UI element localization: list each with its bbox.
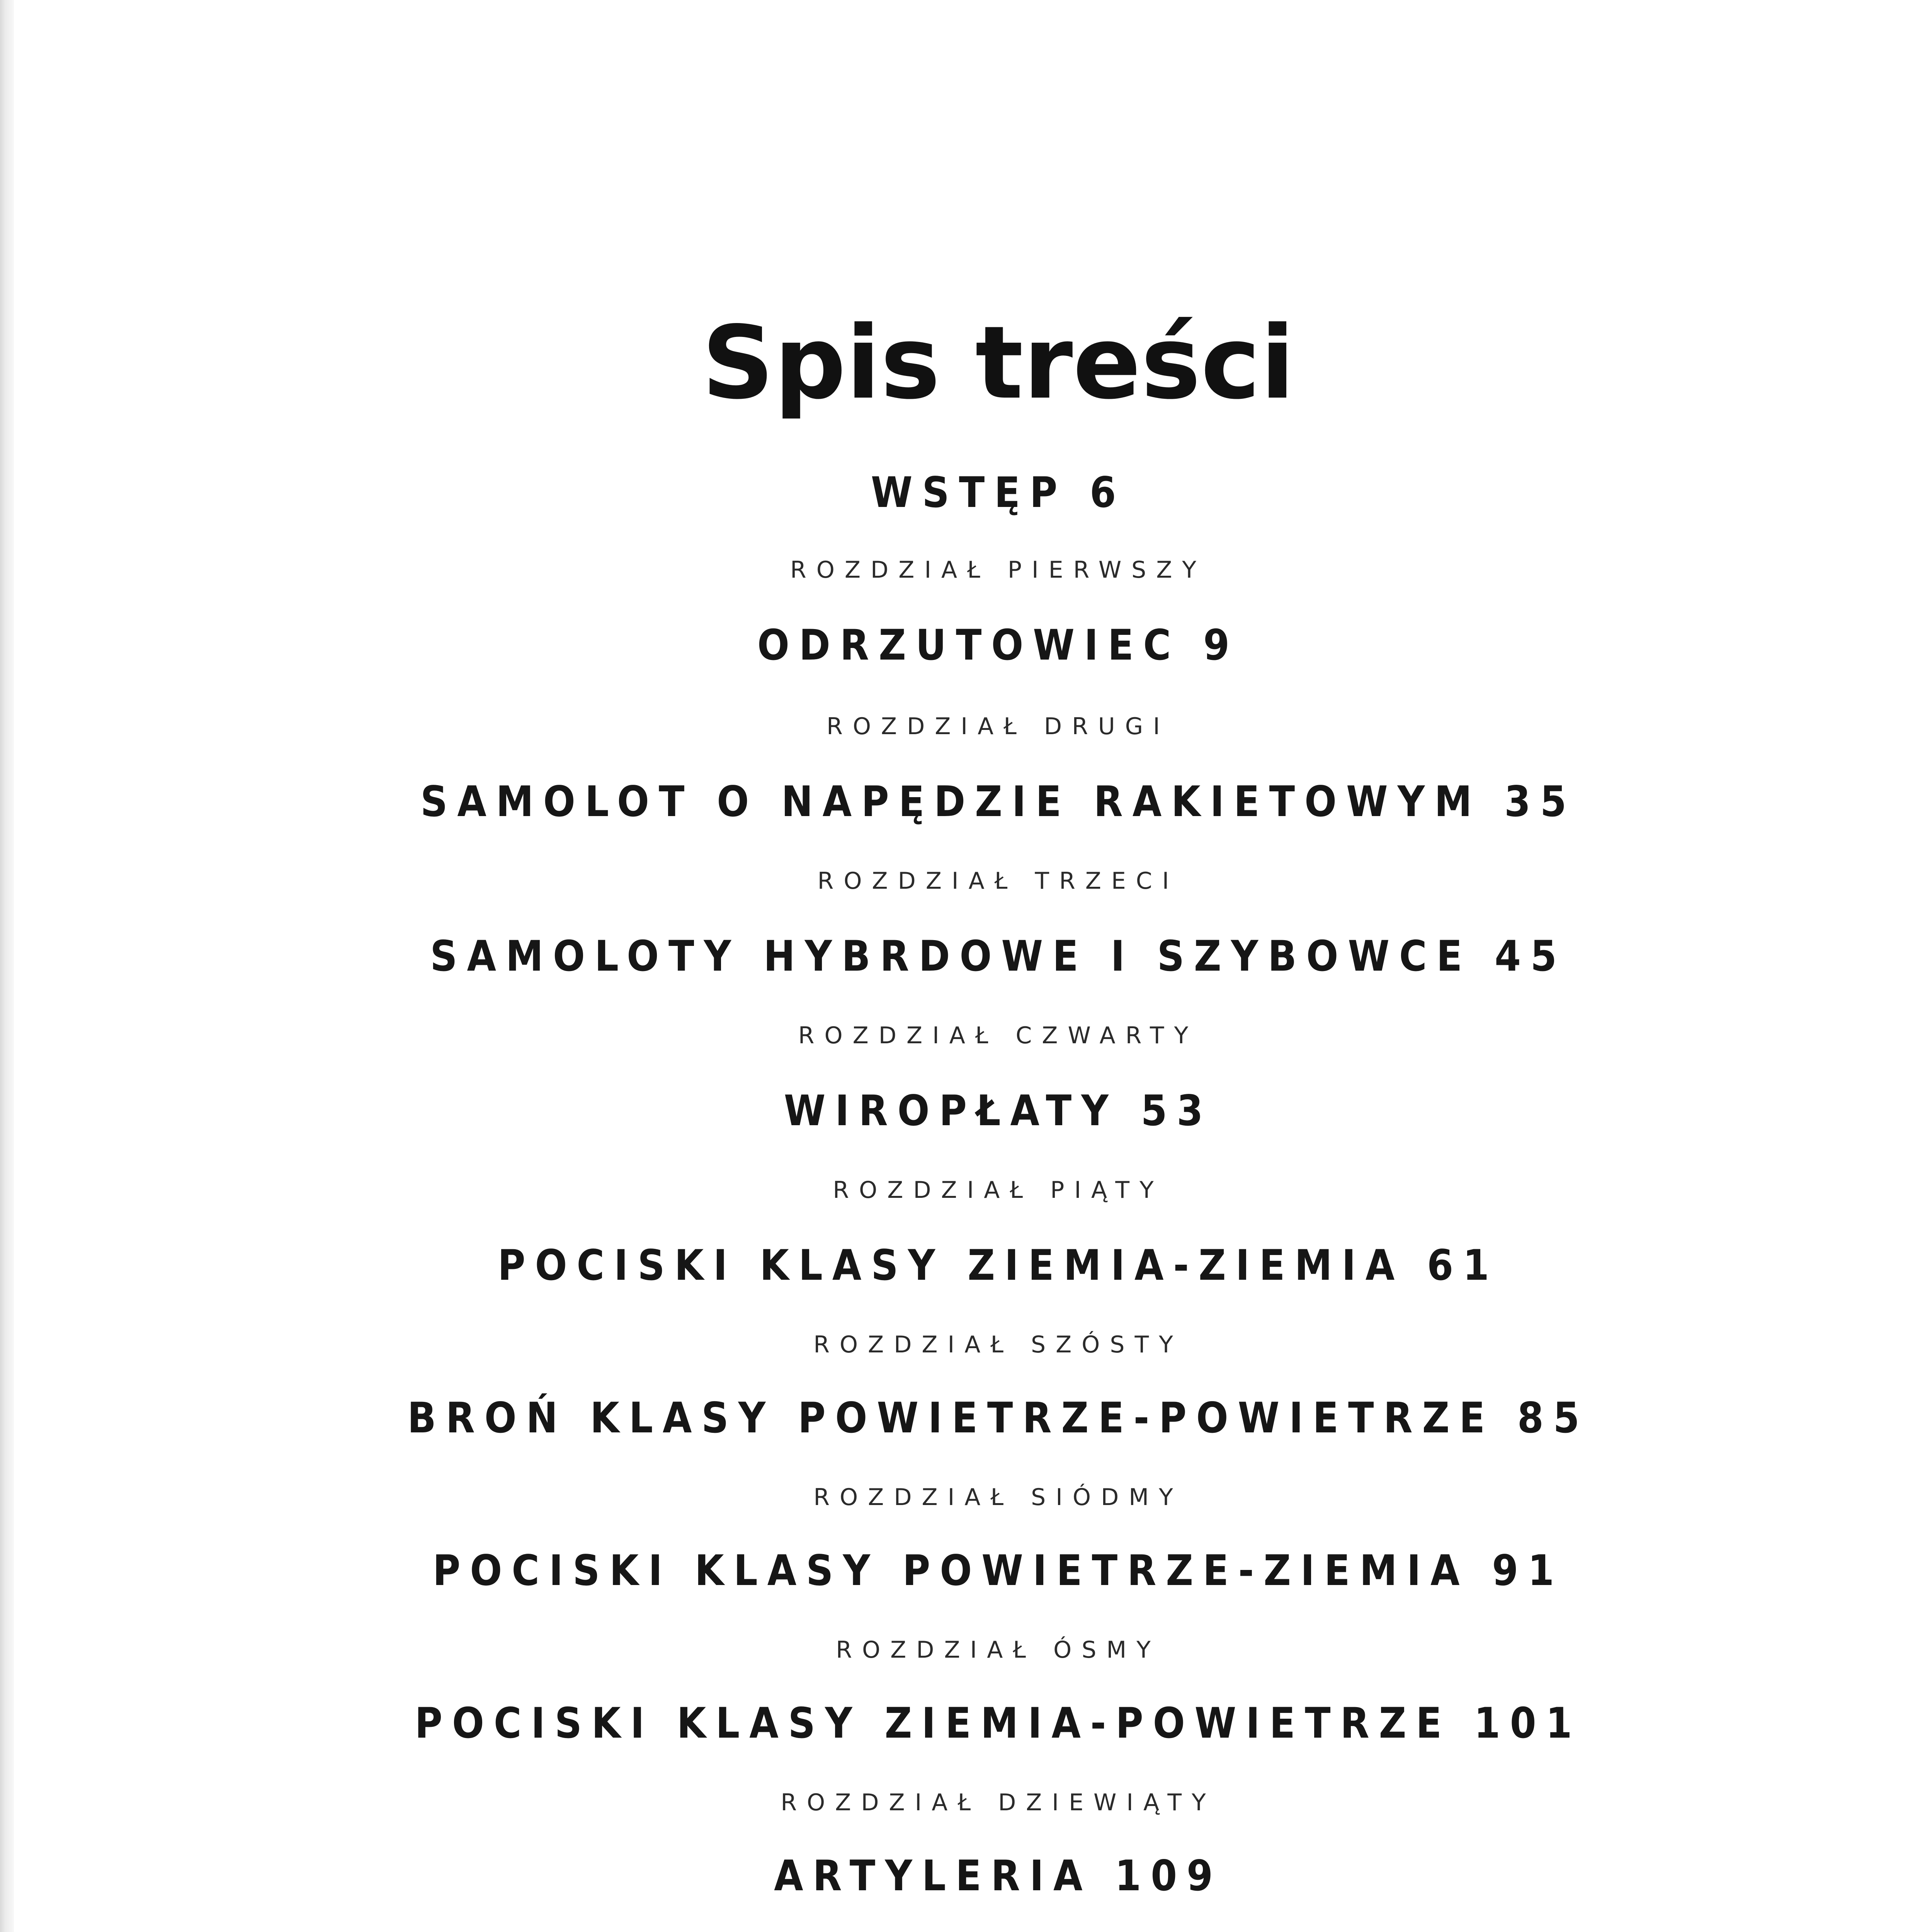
entry-title: SAMOLOTY HYBRDOWE I SZYBOWCE (430, 932, 1472, 981)
chapter-label: ROZDZIAŁ TRZECI (817, 867, 1179, 895)
entry-page-number: 91 (1492, 1546, 1564, 1595)
toc-entry (0, 1084, 1932, 1138)
chapter-label: ROZDZIAŁ SIÓDMY (813, 1484, 1183, 1511)
entry-page-number: 53 (1141, 1086, 1213, 1135)
entry-page-number: 45 (1495, 932, 1566, 981)
chapter-label: ROZDZIAŁ CZWARTY (798, 1022, 1199, 1049)
toc-entry (0, 1696, 1932, 1750)
entry-page-number: 85 (1517, 1393, 1589, 1442)
entry-title: BROŃ KLASY POWIETRZE-POWIETRZE (407, 1393, 1495, 1442)
entry-title: SAMOLOT O NAPĘDZIE RAKIETOWYM (420, 777, 1482, 826)
chapter-label: ROZDZIAŁ PIĄTY (833, 1177, 1164, 1204)
entry-page-number: 35 (1504, 777, 1576, 826)
entry-title: WIROPŁATY (784, 1086, 1118, 1135)
chapter-label: ROZDZIAŁ DRUGI (827, 713, 1170, 740)
toc-entry (0, 1391, 1932, 1445)
entry-page-number: 101 (1474, 1699, 1582, 1748)
toc-entry (0, 1849, 1932, 1903)
entry-title: POCISKI KLASY ZIEMIA-ZIEMIA (498, 1241, 1405, 1290)
entry-page-number: 61 (1427, 1241, 1499, 1290)
entry-page-number: 109 (1115, 1851, 1223, 1900)
toc-entry-intro (0, 466, 1932, 520)
entry-page-number: 9 (1203, 621, 1239, 670)
entry-title: WSTĘP (871, 468, 1067, 517)
entry-title: POCISKI KLASY POWIETRZE-ZIEMIA (432, 1546, 1469, 1595)
entry-title: POCISKI KLASY ZIEMIA-POWIETRZE (415, 1699, 1451, 1748)
entry-title: ARTYLERIA (774, 1851, 1092, 1900)
entry-page-number: 6 (1090, 468, 1126, 517)
page-title: Spis treści (702, 305, 1295, 422)
chapter-label: ROZDZIAŁ ÓSMY (836, 1636, 1161, 1663)
toc-entry (0, 1238, 1932, 1293)
chapter-label: ROZDZIAŁ PIERWSZY (790, 556, 1206, 583)
entry-title: ODRZUTOWIEC (757, 621, 1181, 670)
chapter-label: ROZDZIAŁ SZÓSTY (813, 1331, 1183, 1358)
toc-entry (0, 618, 1932, 672)
toc-entry (0, 1544, 1932, 1598)
chapter-label: ROZDZIAŁ DZIEWIĄTY (781, 1789, 1216, 1816)
toc-entry (0, 929, 1932, 983)
toc-entry (0, 775, 1932, 829)
